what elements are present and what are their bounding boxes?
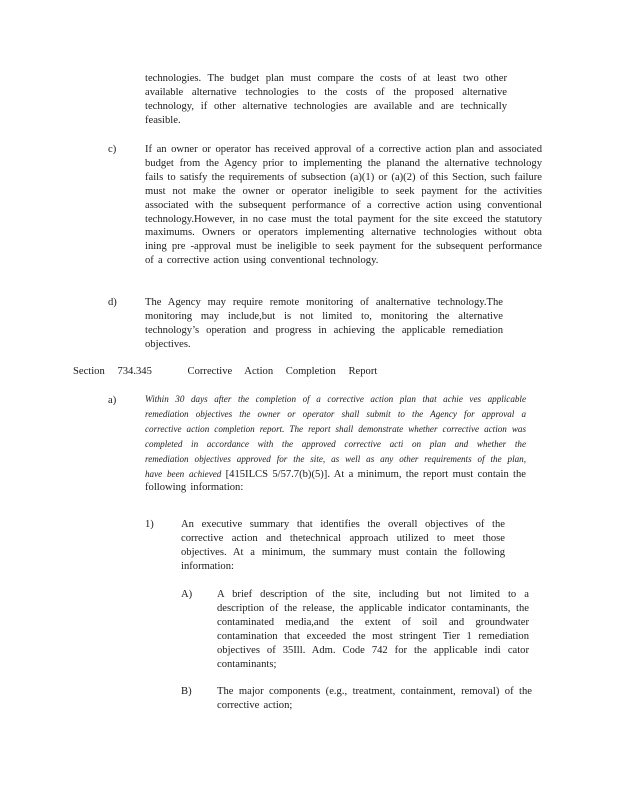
item-1-text: An executive summary that identifies the overall objectives of the corrective action and thetechnical approach utilized to meet those objectives. At a minimum, the summary must contain the following information: (181, 519, 505, 572)
section-number: 734.345 (117, 366, 152, 377)
paragraph-b-continuation: technologies. The budget plan must compare the costs of at least two other available alternative technologies to the costs of the proposed alternative technology, if other alternative technologies are available and are technically feasible. (145, 73, 507, 126)
section-title: Corrective Action Completion Report (187, 366, 378, 377)
paragraph-a-label: a) (108, 395, 117, 406)
paragraph-c-text: If an owner or operator has received approval of a corrective action plan and associated budget from the Agency prior to implementing the planand the alternative technology fails to satisfy the requirements of subsection (a)(1) or (a)(2) of this Section, such failure must not make the owner or operator ineligible to seek payment for the activities associated with the subsequent performance of a corrective action using conventional technology.However, in no case must the total payment for the site exceed the statutory maximums. Owners or operators implementing alternative technologies without obta ining pre -approval must be ineligible to seek payment for the subsequent performance of a corrective action using conventional technology. (145, 144, 542, 267)
item-A-text: A brief description of the site, including but not limited to a description of the release, the applicable indicator contaminants, the contaminated media,and the extent of soil and groundwater contamination that exceeded the most stringent Tier 1 remediation objectives of 35Ill. Adm. Code 742 for the applicable indi cator contaminants; (217, 589, 529, 670)
section-heading (73, 365, 377, 379)
paragraph-a-normal-text: [415ILCS 5/57.7(b)(5)]. At a minimum, the report must contain the following information: (145, 468, 526, 494)
section-label: Section (73, 366, 105, 377)
item-B-label: B) (181, 686, 192, 697)
paragraph-c-label: c) (108, 144, 117, 155)
item-1-label: 1) (145, 519, 154, 530)
paragraph-a-italic-text: Within 30 days after the completion of a corrective action plan that achie ves applicable remediation objectives the owner or operator shall submit to the Agency for approval a corrective action completion report. The report shall demonstrate whether corrective action was completed in accordance with the approved corrective acti on plan and whether the remediation objectives approved for the site, as well as any other requirements of the plan, have been achieved (145, 394, 526, 479)
paragraph-d-label: d) (108, 297, 117, 308)
item-B-text: The major components (e.g., treatment, containment, removal) of the corrective action; (217, 686, 532, 711)
paragraph-a-text (145, 392, 526, 495)
item-A-label: A) (181, 589, 193, 600)
paragraph-d-text: The Agency may require remote monitoring of analternative technology.The monitoring may include,but is not limited to, monitoring the alternative technology’s operation and progress in achieving the applicable remediation objectives. (145, 297, 503, 350)
